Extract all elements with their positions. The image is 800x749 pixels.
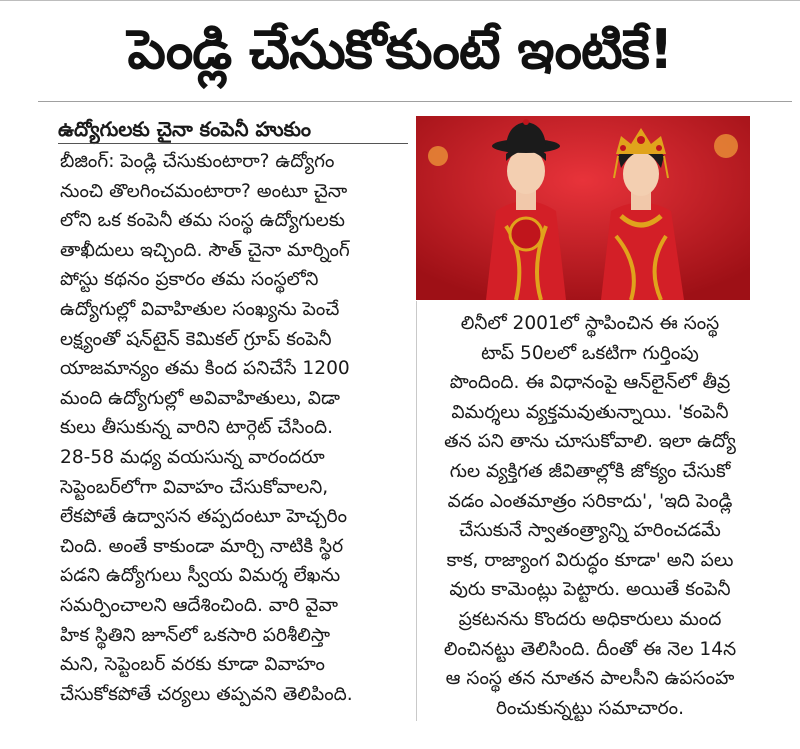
text-line: టాప్ 50లలో ఒకటిగా గుర్తింపు xyxy=(481,342,699,364)
text-line: కాక, రాజ్యాంగ విరుద్ధం కూడా' అని పలు xyxy=(446,549,734,571)
text-line: హిక స్థితిని జూన్‌లో ఒకసారి పరిశీలిస్తా xyxy=(60,624,331,646)
text-line: వురు కామెంట్లు పెట్టారు. అయితే కంపెనీ xyxy=(449,579,731,601)
text-line: కులు తీసుకున్న వారిని టార్గెట్ చేసింది. xyxy=(60,417,334,439)
text-line: లేకపోతే ఉద్వాసన తప్పదంటూ హెచ్చరిం xyxy=(60,506,348,528)
text-line: మని, సెప్టెంబర్ వరకు కూడా వివాహం xyxy=(60,654,325,676)
text-line: బీజింగ్: పెండ్లి చేసుకుంటారా? ఉద్యోగం xyxy=(60,151,335,172)
text-line: లక్ష్యంతో షన్‌టైన్ కెమికల్ గ్రూప్ కంపెనీ xyxy=(60,328,332,350)
text-line: చేసుకోకపోతే చర్యలు తప్పవని తెలిపింది. xyxy=(60,683,353,705)
text-line: సమర్పించాలని ఆదేశించింది. వారి వైవా xyxy=(60,594,338,616)
text-line: చింది. అంతే కాకుండా మార్చి నాటికి స్థిర xyxy=(60,535,344,557)
wedding-couple-photo xyxy=(416,116,750,300)
text-line: లోని ఒక కంపెనీ తమ సంస్థ ఉద్యోగులకు xyxy=(60,210,345,232)
right-column xyxy=(425,309,755,723)
text-line: విమర్శలు వ్యక్తమవుతున్నాయి. 'కంపెనీ xyxy=(451,401,729,423)
text-line: ఆ సంస్థ తన నూతన పాలసీని ఉపసంహ xyxy=(445,668,735,690)
text-line: 28-58 మధ్య వయసున్న వారందరూ xyxy=(60,446,325,468)
text-line: చేసుకునే స్వాతంత్ర్యాన్ని హరించడమే xyxy=(459,520,721,542)
text-line: గుల వ్యక్తిగత జీవితాల్లోకి జోక్యం చేసుకో xyxy=(449,460,731,482)
text-line: వడం ఎంతమాత్రం సరికాదు', 'ఇది పెండ్లి xyxy=(447,490,733,512)
headline-rule xyxy=(38,101,792,102)
subheadline: ఉద్యోగులకు చైనా కంపెనీ హుకుం xyxy=(58,117,312,141)
text-line: పడని ఉద్యోగులు స్వీయ విమర్శ లేఖను xyxy=(60,565,341,587)
column-separator xyxy=(416,301,417,721)
lantern-icon xyxy=(714,134,738,158)
headline: పెండ్లి చేసుకోకుంటే ఇంటికే! xyxy=(127,18,673,81)
text-line: యాజమాన్యం తమ కింద పనిచేసే 1200 xyxy=(60,358,350,380)
wedding-couple-illustration xyxy=(416,116,750,300)
text-line: రించుకున్నట్టు సమాచారం. xyxy=(496,697,684,719)
text-line: తాఖీదులు ఇచ్చింది. సౌత్ చైనా మార్నింగ్ xyxy=(60,239,350,261)
lantern-icon xyxy=(428,146,448,166)
text-line: సెప్టెంబర్‌లోగా వివాహం చేసుకోవాలని, xyxy=(60,476,329,498)
text-line: పోస్టు కథనం ప్రకారం తమ సంస్థలోని xyxy=(60,269,319,291)
text-line: పొందింది. ఈ విధానంపై ఆన్‌లైన్‌లో తీవ్ర xyxy=(449,372,731,394)
text-line: ప్రకటనను కొందరు అధికారులు మంద xyxy=(458,608,722,630)
left-column xyxy=(60,147,420,709)
photo-backdrop xyxy=(416,116,750,300)
text-line: ఉద్యోగుల్లో వివాహితుల సంఖ్యను పెంచే xyxy=(60,298,340,320)
subheadline-underline xyxy=(58,143,408,144)
text-line: మంది ఉద్యోగుల్లో అవివాహితులు, విడా xyxy=(60,387,340,409)
text-line: లినీలో 2001లో స్థాపించిన ఈ సంస్థ xyxy=(460,313,720,334)
text-line: నుంచి తొలగించమంటారా? అంటూ చైనా xyxy=(60,180,348,202)
text-line: తన పని తాను చూసుకోవాలి. ఇలా ఉద్యో xyxy=(444,431,736,453)
text-line: లించినట్టు తెలిసింది. దీంతో ఈ నెల 14న xyxy=(443,638,737,660)
